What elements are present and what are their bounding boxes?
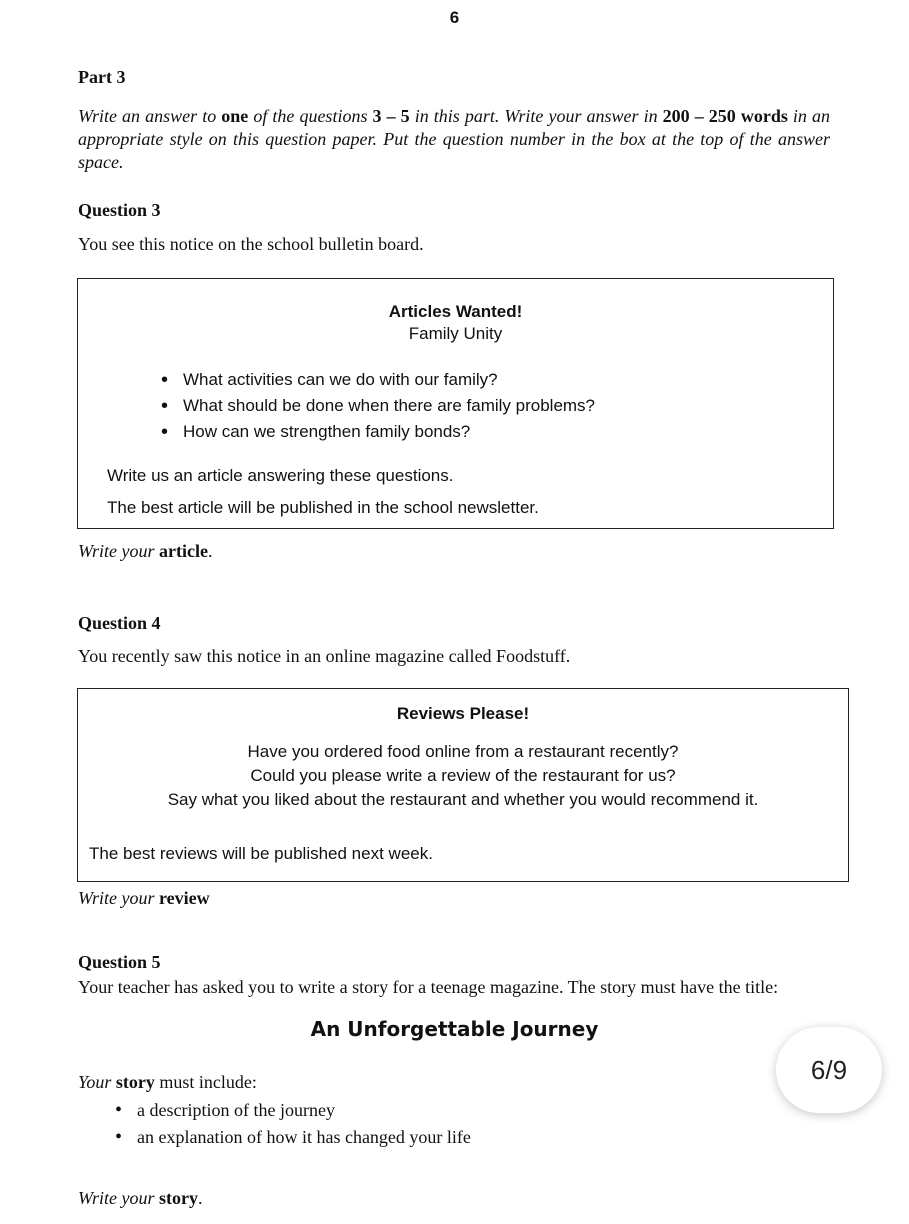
reviews-notice-title: Reviews Please! bbox=[396, 704, 530, 723]
articles-notice-bullets bbox=[161, 367, 595, 445]
page-number: 6 bbox=[449, 8, 460, 27]
articles-notice-line-2: The best article will be published in the school newsletter. bbox=[107, 498, 539, 517]
write-your-label: Write your bbox=[78, 1188, 159, 1208]
question-3-heading: Question 3 bbox=[78, 200, 161, 220]
list-item: • What should be done when there are family problems? bbox=[161, 393, 595, 419]
question-4-intro: You recently saw this notice in an online magazine called Foodstuff. bbox=[78, 646, 571, 666]
task-type: article bbox=[159, 541, 208, 561]
task-type: story bbox=[159, 1188, 198, 1208]
articles-notice-title: Articles Wanted! bbox=[388, 302, 523, 321]
write-your-label: Write your bbox=[78, 541, 159, 561]
your-label: Your bbox=[78, 1072, 116, 1092]
question-4-heading: Question 4 bbox=[78, 613, 161, 633]
part-title: Part 3 bbox=[78, 67, 126, 87]
part-instructions bbox=[78, 105, 830, 174]
question-3-intro: You see this notice on the school bulletin board. bbox=[78, 234, 424, 254]
instr-text-2: of the questions bbox=[248, 106, 373, 126]
question-5-task bbox=[78, 1187, 203, 1210]
reviews-notice-line-3: Say what you liked about the restaurant and whether you would recommend it. bbox=[167, 790, 759, 809]
instr-count: 200 – 250 bbox=[662, 106, 736, 126]
reviews-notice-footer: The best reviews will be published next week. bbox=[89, 844, 433, 863]
question-5-heading: Question 5 bbox=[78, 952, 161, 972]
story-requirements-intro bbox=[78, 1071, 257, 1094]
must-include-label: must include: bbox=[154, 1072, 257, 1092]
question-5-intro: Your teacher has asked you to write a story for a teenage magazine. The story must have the title: bbox=[78, 977, 779, 997]
instr-range: 3 – 5 bbox=[372, 106, 410, 126]
articles-notice-subtitle: Family Unity bbox=[408, 324, 503, 343]
instr-text-1: Write an answer to bbox=[78, 106, 222, 126]
articles-notice-line-1: Write us an article answering these questions. bbox=[107, 466, 454, 485]
story-label: story bbox=[115, 1072, 155, 1092]
reviews-notice bbox=[77, 688, 849, 882]
story-requirements-list bbox=[115, 1097, 471, 1151]
reviews-notice-line-1: Have you ordered food online from a restaurant recently? bbox=[247, 742, 679, 761]
list-item: • a description of the journey bbox=[115, 1097, 471, 1124]
question-3-task bbox=[78, 540, 212, 563]
reviews-notice-line-2: Could you please write a review of the restaurant for us? bbox=[250, 766, 676, 785]
instr-one: one bbox=[221, 106, 249, 126]
instr-text-3: in this part. Write your answer in bbox=[409, 106, 663, 126]
page-indicator-badge[interactable]: 6/9 bbox=[776, 1027, 882, 1113]
task-type: review bbox=[159, 888, 210, 908]
write-your-label: Write your bbox=[78, 888, 159, 908]
task-period: . bbox=[207, 541, 213, 561]
story-title: An Unforgettable Journey bbox=[310, 1017, 599, 1041]
list-item: • What activities can we do with our family? bbox=[161, 367, 595, 393]
task-period: . bbox=[198, 1188, 203, 1208]
reviews-notice-body bbox=[78, 740, 848, 812]
question-4-task bbox=[78, 887, 210, 910]
list-item: • an explanation of how it has changed your life bbox=[115, 1124, 471, 1151]
articles-notice bbox=[77, 278, 834, 529]
instr-text-4: in an appropriate style on this question paper. Put the question number in the box at the top of the answer space. bbox=[78, 106, 830, 172]
list-item: • How can we strengthen family bonds? bbox=[161, 419, 595, 445]
instr-words: words bbox=[740, 106, 788, 126]
